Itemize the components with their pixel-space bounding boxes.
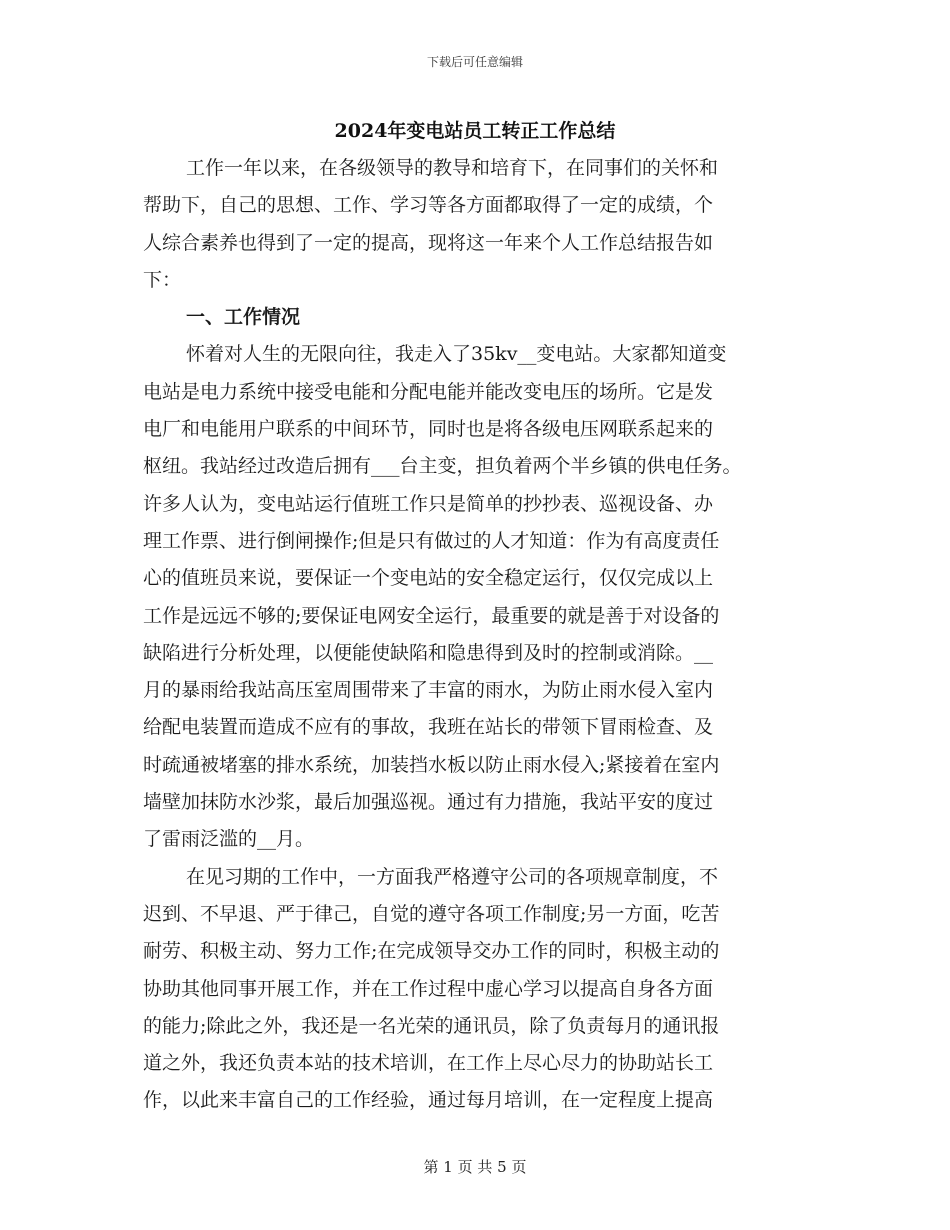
body-text-line: 给配电装置而造成不应有的事故，我班在站长的带领下冒雨检查、及	[143, 716, 714, 739]
body-text-line: 枢纽。我站经过改造后拥有___台主变，担负着两个半乡镇的供电任务。	[143, 455, 742, 478]
document-title: 2024年变电站员工转正工作总结	[334, 120, 616, 142]
body-text-line: 缺陷进行分析处理，以便能使缺陷和隐患得到及时的控制或消除。__	[143, 641, 714, 664]
body-text-line: 耐劳、积极主动、努力工作;在完成领导交办工作的同时，积极主动的	[143, 940, 720, 963]
body-text-line: 电厂和电能用户联系的中间环节，同时也是将各级电压网联系起来的	[143, 418, 714, 441]
body-text-line: 心的值班员来说，要保证一个变电站的安全稳定运行，仅仅完成以上	[143, 567, 714, 590]
body-text-line: 墙壁加抹防水沙浆，最后加强巡视。通过有力措施，我站平安的度过	[143, 791, 714, 814]
document-body	[143, 150, 823, 1120]
body-text-line: 工作一年以来，在各级领导的教导和培育下，在同事们的关怀和	[186, 157, 719, 179]
body-text-line: 帮助下，自己的思想、工作、学习等各方面都取得了一定的成绩，个	[143, 194, 714, 217]
body-text-line: 月的暴雨给我站高压室周围带来了丰富的雨水，为防止雨水侵入室内	[143, 679, 714, 702]
body-text-line: 在见习期的工作中，一方面我严格遵守公司的各项规章制度，不	[186, 865, 719, 888]
body-text-line: 迟到、不早退、严于律己，自觉的遵守各项工作制度;另一方面，吃苦	[143, 902, 720, 925]
body-text-line: 许多人认为，变电站运行值班工作只是简单的抄抄表、巡视设备、办	[143, 492, 714, 515]
body-text-line: 人综合素养也得到了一定的提高，现将这一年来个人工作总结报告如	[143, 231, 714, 254]
section-heading: 一、工作情况	[186, 306, 301, 329]
header-note: 下载后可任意编辑	[426, 55, 523, 69]
body-text-line: 理工作票、进行倒闸操作;但是只有做过的人才知道：作为有高度责任	[143, 529, 720, 552]
body-text-line: 电站是电力系统中接受电能和分配电能并能改变电压的场所。它是发	[143, 380, 714, 403]
body-text-line: 作，以此来丰富自己的工作经验，通过每月培训，在一定程度上提高	[143, 1089, 714, 1112]
body-text-line: 的能力;除此之外，我还是一名光荣的通讯员，除了负责每月的通讯报	[143, 1014, 720, 1037]
body-text-line: 道之外，我还负责本站的技术培训，在工作上尽心尽力的协助站长工	[143, 1052, 714, 1075]
body-text-line: 下：	[143, 268, 182, 291]
body-text-line: 时疏通被堵塞的排水系统，加装挡水板以防止雨水侵入;紧接着在室内	[143, 753, 720, 776]
body-text-line: 协助其他同事开展工作，并在工作过程中虚心学习以提高自身各方面	[143, 977, 714, 1000]
body-text-line: 工作是远远不够的;要保证电网安全运行，最重要的就是善于对设备的	[143, 604, 720, 627]
body-text-line: 了雷雨泛滥的__月。	[143, 828, 315, 851]
page-number-footer: 第 1 页 共 5 页	[423, 1158, 527, 1176]
body-text-line: 怀着对人生的无限向往，我走入了35kv__变电站。大家都知道变	[186, 343, 727, 366]
